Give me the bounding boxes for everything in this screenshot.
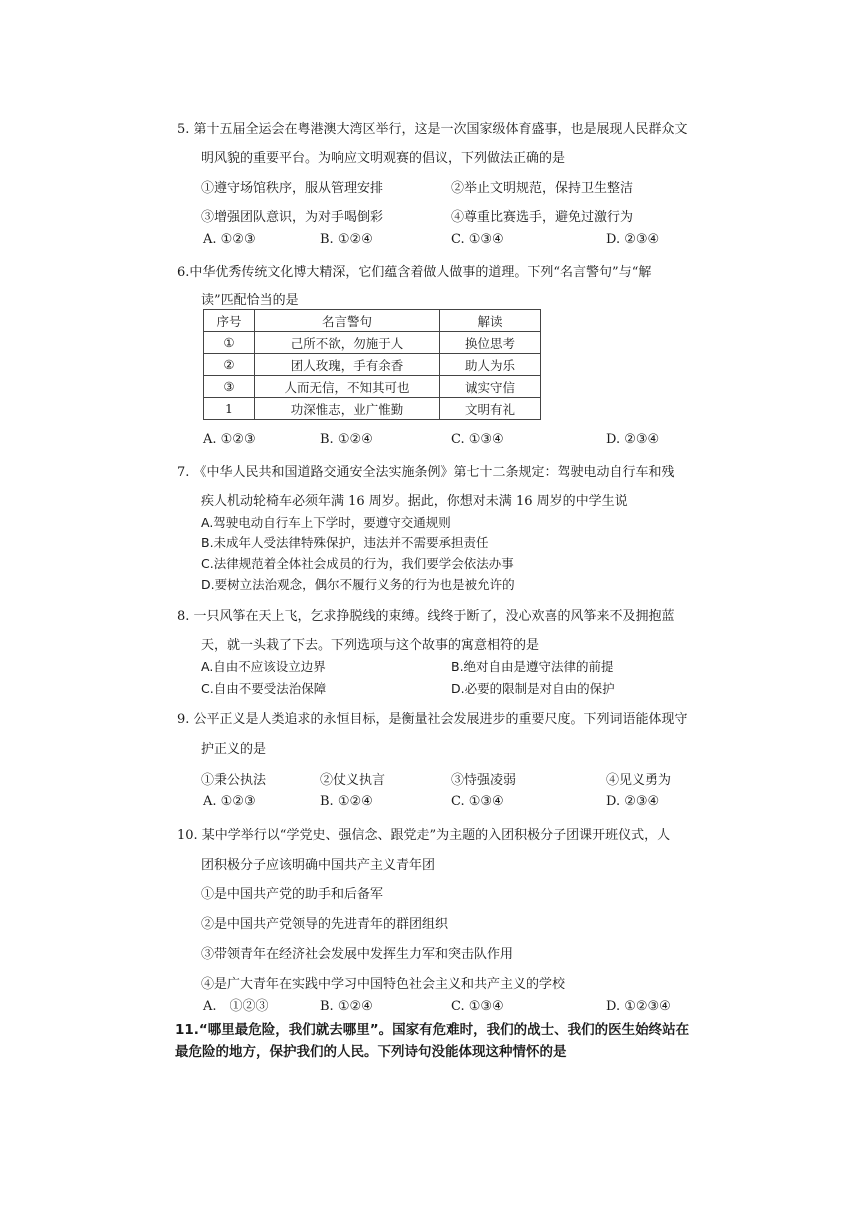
row-quote: 人而无信，不知其可也: [255, 376, 440, 398]
header-quote: 名言警句: [255, 310, 440, 332]
q9-option-c: C. ①③④: [451, 794, 504, 809]
q10-stem-line2: 团积极分子应该明确中国共产主义青年团: [201, 858, 436, 873]
header-interpretation: 解读: [440, 310, 541, 332]
table-row: [204, 376, 541, 398]
q8-option-b: B.绝对自由是遵守法律的前提: [451, 659, 614, 674]
q11-stem-line1: 11.“哪里最危险，我们就去哪里”。国家有危难时，我们的战士、我们的医生始终站在: [175, 1022, 690, 1038]
q9-stem-line1: 9. 公平正义是人类追求的永恒目标，是衡量社会发展进步的重要尺度。下列词语能体现守: [177, 712, 688, 727]
q8-option-c: C.自由不要受法治保障: [201, 681, 327, 696]
q6-option-a: A. ①②③: [203, 432, 256, 447]
q6-matching-table: [203, 309, 541, 420]
q8-stem-line2: 天，就一头栽了下去。下列选项与这个故事的寓意相符的是: [201, 638, 540, 653]
table-row: [204, 354, 541, 376]
q5-option-b: B. ①②④: [320, 232, 373, 247]
row-interpretation: 诚实守信: [440, 376, 541, 398]
q10-statement-2: ②是中国共产党领导的先进青年的群团组织: [201, 917, 449, 932]
q5-option-d: D. ②③④: [606, 232, 660, 247]
q5-stem-line2: 明风貌的重要平台。为响应文明观赛的倡议，下列做法正确的是: [201, 151, 566, 166]
q10-option-a: A. ①②③: [203, 999, 269, 1014]
q9-statement-4: ④见义勇为: [606, 773, 672, 788]
q5-option-c: C. ①③④: [451, 232, 504, 247]
table-row: [204, 398, 541, 420]
row-interpretation: 换位思考: [440, 332, 541, 354]
q6-option-d: D. ②③④: [606, 432, 660, 447]
q10-option-b: B. ①②④: [320, 999, 373, 1014]
q9-option-b: B. ①②④: [320, 794, 373, 809]
row-number: ③: [204, 376, 255, 398]
q5-statement-3: ③增强团队意识，为对手喝倒彩: [201, 210, 384, 225]
q5-statement-4: ④尊重比赛选手，避免过激行为: [451, 210, 634, 225]
q9-statement-3: ③恃强凌弱: [451, 773, 517, 788]
table-header-row: [204, 310, 541, 332]
q6-option-b: B. ①②④: [320, 432, 373, 447]
row-number: ②: [204, 354, 255, 376]
q6-stem-line1: 6.中华优秀传统文化博大精深，它们蕴含着做人做事的道理。下列“名言警句”与“解: [177, 265, 652, 280]
q5-statement-1: ①遵守场馆秩序，服从管理安排: [201, 181, 384, 196]
row-quote: 团人玫瑰，手有余香: [255, 354, 440, 376]
header-number: 序号: [204, 310, 255, 332]
q6-stem-line2: 读”匹配恰当的是: [201, 293, 299, 308]
q10-option-d: D. ①②③④: [606, 999, 671, 1014]
table-row: [204, 332, 541, 354]
q7-stem-line1: 7. 《中华人民共和国道路交通安全法实施条例》第七十二条规定：驾驶电动自行车和残: [177, 465, 675, 480]
q7-stem-line2: 疾人机动轮椅车必须年满 16 周岁。据此，你想对未满 16 周岁的中学生说: [201, 494, 628, 509]
q7-option-a: A.驾驶电动自行车上下学时，要遵守交通规则: [201, 515, 451, 530]
q7-option-d: D.要树立法治观念，偶尔不履行义务的行为也是被允许的: [201, 577, 515, 592]
q10-statement-3: ③带领青年在经济社会发展中发挥生力军和突击队作用: [201, 947, 514, 962]
row-interpretation: 文明有礼: [440, 398, 541, 420]
q5-stem-line1: 5. 第十五届全运会在粤港澳大湾区举行，这是一次国家级体育盛事，也是展现人民群众文: [177, 122, 688, 137]
q8-option-d: D.必要的限制是对自由的保护: [451, 681, 615, 696]
q8-stem-line1: 8. 一只风筝在天上飞，乞求挣脱线的束缚。线终于断了，没心欢喜的风筝来不及拥抱蓝: [177, 609, 675, 624]
q10-statement-1: ①是中国共产党的助手和后备军: [201, 887, 384, 902]
row-number: 1: [204, 398, 255, 420]
q9-stem-line2: 护正义的是: [201, 742, 267, 757]
q9-option-d: D. ②③④: [606, 794, 660, 809]
row-quote: 己所不欲，勿施于人: [255, 332, 440, 354]
q10-stem-line1: 10. 某中学举行以“学党史、强信念、跟党走”为主题的入团积极分子团课开班仪式，人: [177, 828, 671, 843]
q11-stem-line2: 最危险的地方，保护我们的人民。下列诗句没能体现这种情怀的是: [175, 1044, 567, 1060]
q6-option-c: C. ①③④: [451, 432, 504, 447]
q7-option-c: C.法律规范着全体社会成员的行为，我们要学会依法办事: [201, 556, 514, 571]
q7-option-b: B.未成年人受法律特殊保护，违法并不需要承担责任: [201, 535, 489, 550]
q9-statement-1: ①秉公执法: [201, 773, 267, 788]
row-interpretation: 助人为乐: [440, 354, 541, 376]
q9-option-a: A. ①②③: [203, 794, 256, 809]
row-quote: 功深惟志，业广惟勤: [255, 398, 440, 420]
row-number: ①: [204, 332, 255, 354]
q10-option-c: C. ①③④: [451, 999, 504, 1014]
q5-statement-2: ②举止文明规范，保持卫生整洁: [451, 181, 634, 196]
q5-option-a: A. ①②③: [203, 232, 256, 247]
q8-option-a: A.自由不应该设立边界: [201, 659, 326, 674]
q10-statement-4: ④是广大青年在实践中学习中国特色社会主义和共产主义的学校: [201, 977, 566, 992]
q9-statement-2: ②仗义执言: [320, 773, 386, 788]
